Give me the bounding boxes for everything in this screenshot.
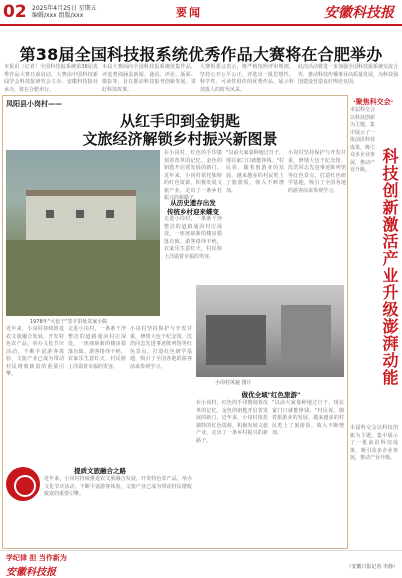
feature-body-col-1b: 走进小岗村，一条条干净整洁的道路通向村庄深处，一座座崭新的楼房错落有致。游客络绎不绝，农家乐生意红火，村民脸上洋溢着幸福的笑容。	[164, 216, 222, 260]
feature-body-col-8: "以前大家靠种地过日子，现在家门口就能挣钱。"村民说，随着旅游业的发展，越来越多的村民吃上了旅游饭，收入不断增加。	[272, 400, 344, 436]
feature-byline: 凤阳县小岗村——	[6, 100, 62, 108]
party-emblem-icon	[6, 467, 40, 501]
feature-body-col-2: "以前大家靠种地过日子，现在家门口就能挣钱。"村民说，随着旅游业的发展，越来越多的村民吃上了旅游饭，收入不断增加。	[226, 150, 284, 194]
main-headline: 第38届全国科技报系统优秀作品大赛将在合肥举办	[19, 45, 383, 64]
feature-photo-bw	[196, 285, 344, 377]
photo-bw-shape	[206, 315, 266, 365]
lead-column-2: 本届大赛面向全国科技报系统征集作品，评选类别涵盖新闻、通讯、评论、版面、摄影等，旨在推动科技报刊创新发展，讲好科技故事。	[102, 64, 196, 93]
masthead-rule	[0, 24, 402, 26]
masthead	[0, 0, 402, 26]
subhead-1-line-2: 传统乡村迎来蝶变	[167, 208, 219, 216]
newspaper-brand: 安徽科技报	[324, 5, 394, 21]
lead-column-4: 此次活动将进一步加强全国科技报系统交流合作，推动科技传播事业高质量发展，为科技强国建设营造良好舆论氛围。	[298, 64, 399, 85]
photo-window	[106, 210, 114, 218]
right-body-top: 本届科交会以科技创新为主题，集中展示了一批前沿科技成果，吸引众多企业参展，推动产业升级。	[350, 107, 376, 173]
photo-window	[76, 210, 84, 218]
feature-photo	[6, 150, 160, 316]
ad-slogan: 学纪律 担 当作新为	[6, 554, 67, 562]
section-title: 要闻	[176, 6, 202, 19]
feature-body-col-1a: 在小岗村，红色的手印镌刻着改革的记忆，金色的钥匙开启着发展的新门。近年来，小岗村依托独特的红色资源，积极发展文旅产业，走出了一条乡村振兴的新路子。	[164, 150, 222, 201]
feature-subhead-1	[164, 198, 222, 216]
dateline	[32, 5, 97, 19]
feature-subhead-2: 做优全域"红色旅游"	[241, 391, 301, 399]
lead-column-1: 本报讯（记者）全国科技报系统第38届优秀作品大赛日前启动，大赛由中国科技新闻学会科技报研究会主办，安徽科技报社承办，将在合肥举行。	[4, 64, 98, 93]
date-line-2: 编辑/xxx 组版/xxx	[32, 12, 84, 19]
right-vertical-title: 科技创新激活产业升级澎湃动能	[380, 148, 399, 386]
right-end-note: （安徽日报记者 李静）	[346, 564, 398, 570]
photo-bw-caption: 小岗村风貌 图片	[215, 380, 252, 386]
feature-body-col-7: 在小岗村，红色的手印镌刻着改革的记忆，金色的钥匙开启着发展的新门。近年来，小岗村依托独特的红色资源，积极发展文旅产业，走出了一条乡村振兴的新路子。	[196, 400, 268, 444]
ad-brand: 安徽科技报	[6, 567, 56, 578]
feature-title-line-2: 文旅经济解锁乡村振兴新图景	[82, 130, 278, 148]
feature-title-line-1: 从红手印到金钥匙	[119, 112, 240, 130]
feature-body-col-3: 小岗村坚持保护与开发并重，修缮大包干纪念馆、沈浩同志先进事迹陈列馆等红色景点，打造红色研学基地，吸引了全国各地的游客前来参观学习。	[288, 150, 346, 194]
feature-body-col-5: 走进小岗村，一条条干净整洁的道路通向村庄深处，一座座崭新的楼房错落有致。游客络绎不绝，农家乐生意红火，村民脸上洋溢着幸福的笑容。	[68, 326, 126, 370]
feature-body-col-4: 近年来，小岗村持续推进农文旅融合发展，开发特色农产品，举办文化节庆活动，不断丰富游客体验，文旅产业已成为带动村民增收致富的重要引擎。	[6, 326, 64, 377]
feature-photo-caption: 1978年"大包干"签字旧址农家小院	[30, 319, 108, 325]
lead-column-3: 大赛组委会表示，将严格按照评审规则，坚持公开公平公正，评选出一批思想性、科学性、可读性俱佳的优秀作品，展示科技报人的时代风采。	[200, 64, 294, 93]
feature-subhead-3: 提质文旅融合之路	[74, 467, 126, 475]
photo-window	[46, 210, 54, 218]
bottom-rule	[0, 550, 402, 551]
feature-body-col-9: 近年来，小岗村持续推进农文旅融合发展，开发特色农产品，举办文化节庆活动，不断丰富游客体验，文旅产业已成为带动村民增收致富的重要引擎。	[44, 476, 192, 497]
subhead-1-line-1: 从历史遗存出发	[170, 199, 216, 207]
bottom-ad	[2, 553, 122, 578]
date-line-1: 2025年4月25日 星期五	[32, 5, 97, 12]
page-number: 02	[3, 2, 27, 22]
right-column-label: ·聚焦科交会·	[353, 98, 394, 106]
photo-bw-shape	[281, 305, 331, 365]
photo-foreground	[6, 240, 160, 316]
feature-body-col-6: 小岗村坚持保护与开发并重，修缮大包干纪念馆、沈浩同志先进事迹陈列馆等红色景点，打造红色研学基地，吸引了全国各地的游客前来参观学习。	[130, 326, 192, 370]
right-body-bottom: 本届科交会以科技创新为主题，集中展示了一批前沿科技成果，吸引众多企业参展，推动产业升级。	[350, 425, 398, 461]
